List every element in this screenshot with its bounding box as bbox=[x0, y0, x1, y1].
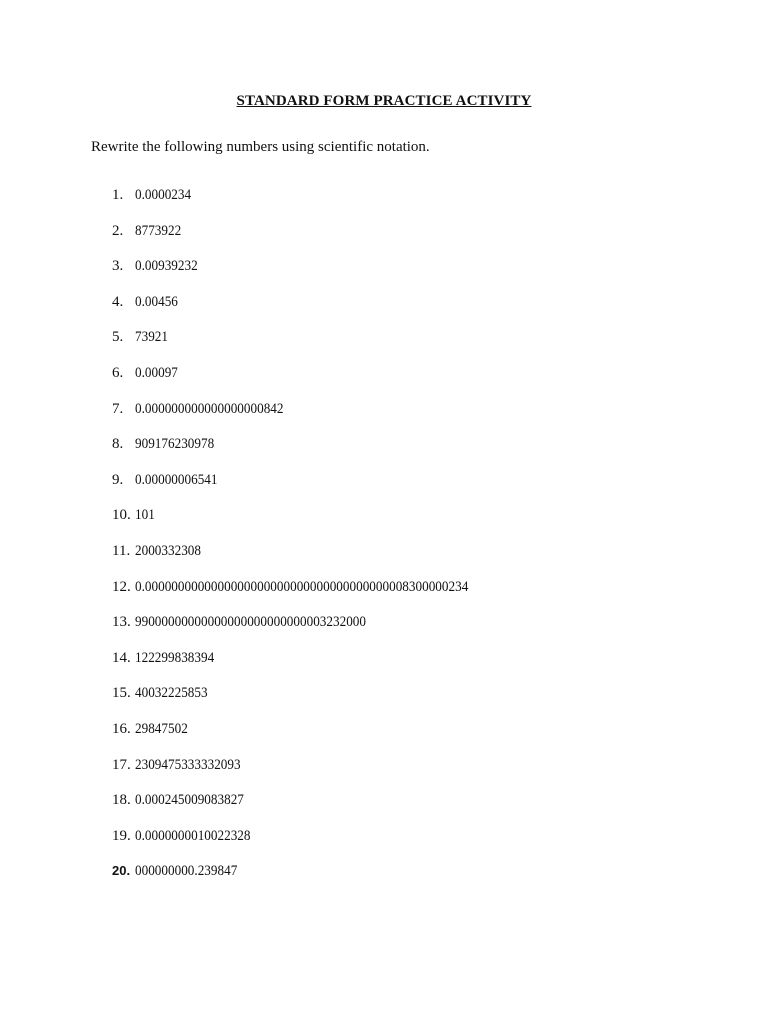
problem-value: 99000000000000000000000000003232000 bbox=[135, 614, 366, 631]
problem-value: 2309475333332093 bbox=[135, 756, 241, 773]
problem-value: 0.00939232 bbox=[135, 258, 198, 275]
problem-number: 16. bbox=[112, 720, 131, 737]
problem-number: 9. bbox=[112, 471, 124, 488]
problem-value: 0.00000006541 bbox=[135, 471, 218, 488]
problem-item bbox=[112, 434, 514, 470]
problem-value: 122299838394 bbox=[135, 649, 215, 666]
problem-value: 0.0000000010022328 bbox=[135, 827, 251, 844]
problem-item bbox=[112, 256, 514, 292]
problem-number: 6. bbox=[112, 364, 124, 381]
problem-item bbox=[112, 292, 514, 328]
problem-item bbox=[112, 683, 514, 719]
problem-item bbox=[112, 505, 514, 541]
problem-value: 73921 bbox=[135, 329, 168, 346]
instructions-text: Rewrite the following numbers using scientific notation. bbox=[91, 139, 430, 155]
problem-number: 2. bbox=[112, 222, 124, 239]
problem-value: 0.000245009083827 bbox=[135, 792, 244, 809]
problem-number: 13. bbox=[112, 614, 131, 631]
page-title: STANDARD FORM PRACTICE ACTIVITY bbox=[236, 93, 532, 109]
problem-value: 8773922 bbox=[135, 222, 182, 239]
problem-number: 1. bbox=[112, 187, 124, 203]
problem-list bbox=[112, 185, 514, 897]
problem-number: 11. bbox=[112, 542, 131, 559]
problem-value: 909176230978 bbox=[135, 436, 215, 453]
problem-item bbox=[112, 470, 514, 506]
problem-number: 5. bbox=[112, 329, 124, 346]
problem-item bbox=[112, 399, 514, 435]
problem-number: 19. bbox=[112, 827, 131, 844]
problem-value: 0.0000234 bbox=[135, 187, 192, 203]
problem-number: 4. bbox=[112, 293, 124, 310]
problem-number: 14. bbox=[112, 649, 131, 666]
problem-value: 29847502 bbox=[135, 720, 188, 737]
problem-number: 8. bbox=[112, 436, 124, 453]
problem-item bbox=[112, 185, 514, 221]
problem-number: 12. bbox=[112, 578, 131, 595]
problem-item bbox=[112, 826, 514, 862]
problem-number: 7. bbox=[112, 400, 124, 417]
problem-value: 0.000000000000000000842 bbox=[135, 400, 284, 417]
problem-number: 10. bbox=[112, 507, 131, 524]
problem-value: 0.00097 bbox=[135, 364, 178, 381]
problem-item bbox=[112, 719, 514, 755]
problem-number: 17. bbox=[112, 756, 131, 773]
problem-item bbox=[112, 577, 514, 613]
problem-number: 18. bbox=[112, 792, 131, 809]
problem-value: 0.00456 bbox=[135, 293, 178, 310]
problem-number: 3. bbox=[112, 258, 124, 275]
problem-value: 101 bbox=[135, 507, 155, 524]
problem-item bbox=[112, 790, 514, 826]
problem-item bbox=[112, 612, 514, 648]
problem-item bbox=[112, 648, 514, 684]
problem-item bbox=[112, 755, 514, 791]
problem-value: 000000000.239847 bbox=[135, 863, 238, 880]
problem-item bbox=[112, 327, 514, 363]
problem-number: 20. bbox=[112, 863, 131, 879]
problem-item bbox=[112, 541, 514, 577]
problem-item bbox=[112, 363, 514, 399]
problem-item bbox=[112, 221, 514, 257]
problem-value: 2000332308 bbox=[135, 542, 201, 559]
problem-value: 40032225853 bbox=[135, 685, 208, 702]
problem-number: 15. bbox=[112, 685, 131, 702]
problem-item bbox=[112, 861, 514, 897]
problem-value: 0.0000000000000000000000000000000000000008300000234 bbox=[135, 578, 469, 595]
